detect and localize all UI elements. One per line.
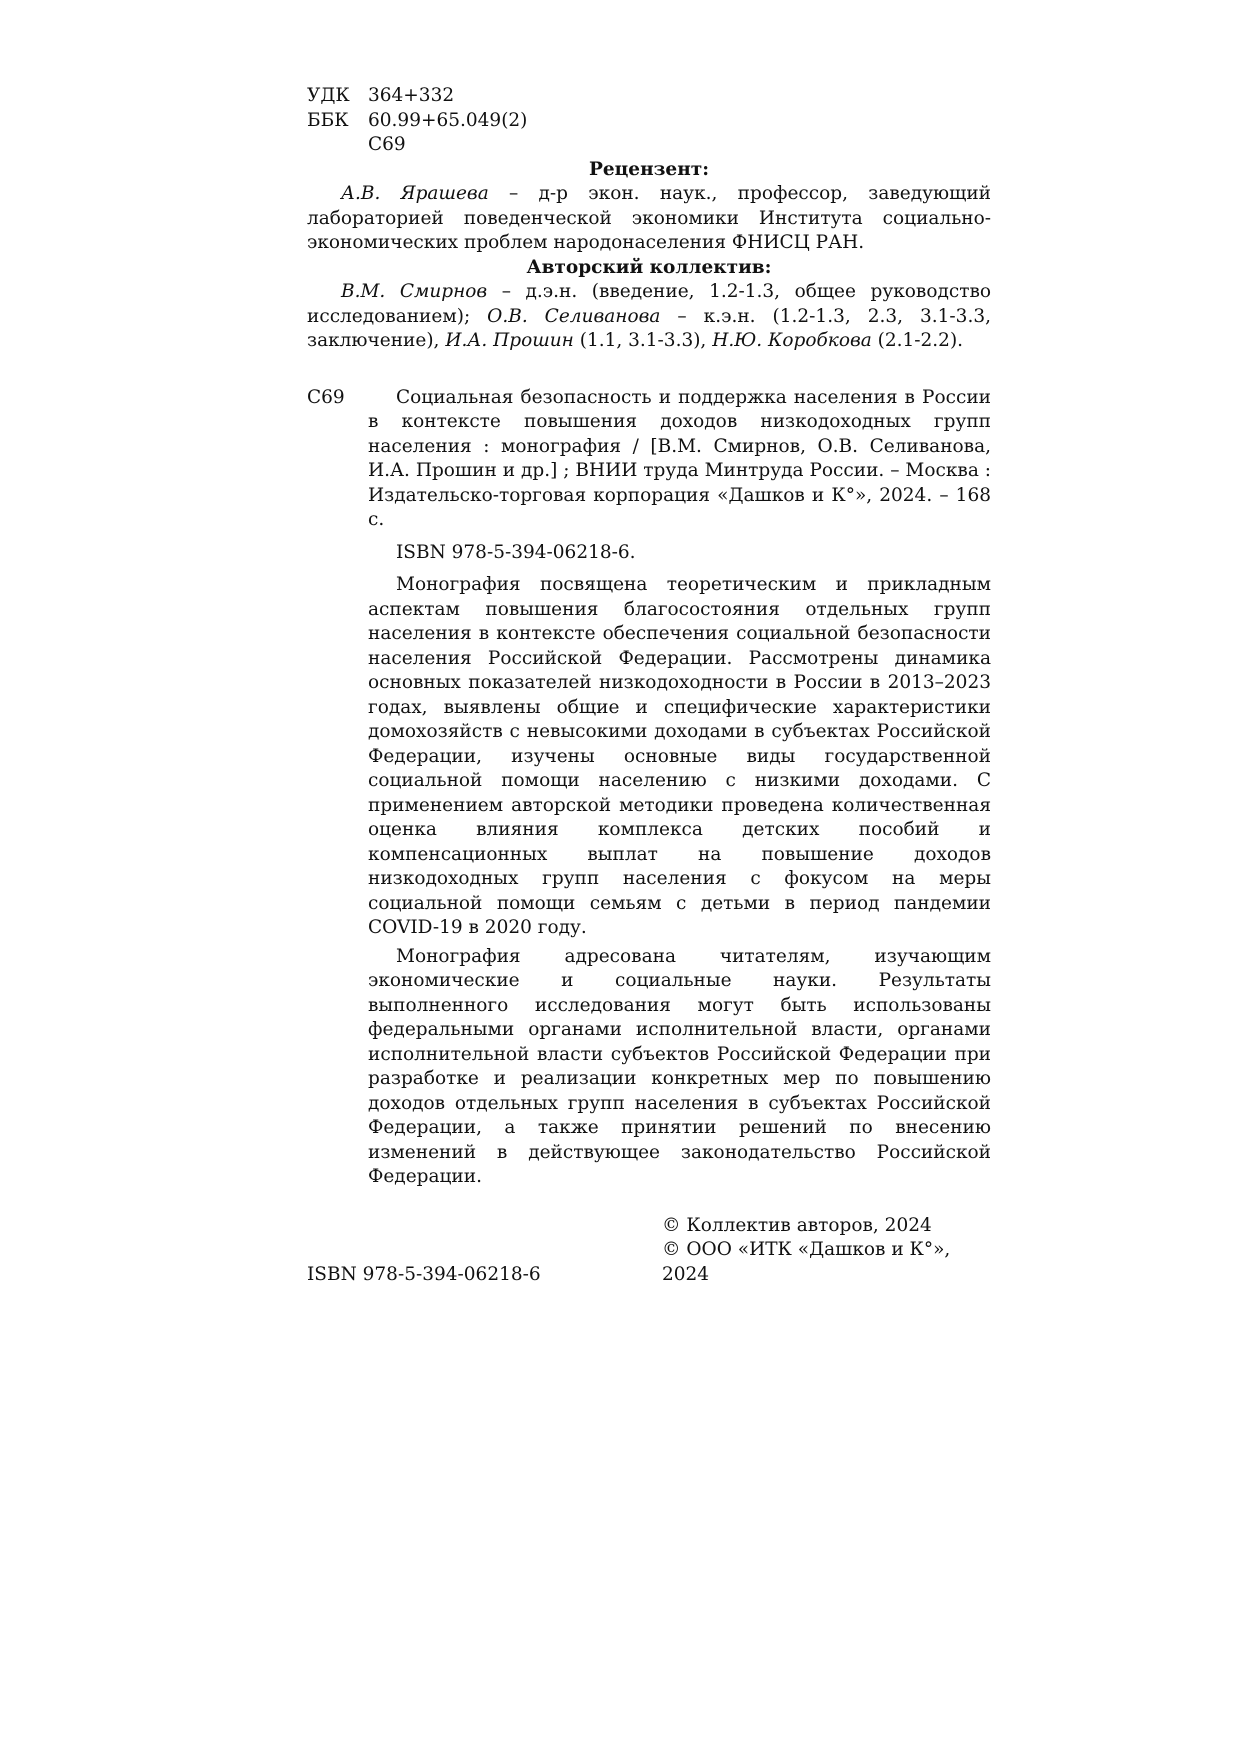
bibliographic-description: Социальная безопасность и поддержка населения в России в контексте повышения доходов низкодоходных групп населения : монография / [В.М. Смирнов, О.В. Селиванова, И.А. Прошин и др.] ; ВНИИ труда Минтруда России. – Москва : Издательско-торговая корпорация «Дашков и К°», 2024. – 168 с. [368,386,991,530]
reviewer-name: А.В. Ярашева [341,183,489,204]
author-3-name: И.А. Прошин [445,330,574,351]
imprint-page [307,84,991,1287]
author-2-details: – к.э.н. (1.2-1.3, 2.3, 3.1-3.3, заключение), [307,305,991,351]
udk-row [307,84,991,109]
authors-text [307,280,991,354]
author-3-details: (1.1, 3.1-3.3), [573,330,713,351]
entry-body [368,386,991,1190]
abstract-paragraph-1: Монография посвящена теоретическим и прикладным аспектам повышения благосостояния отдельных групп населения в контексте обеспечения социальной безопасности населения Российской Федерации. Рассмотрены динамика основных показателей низкодоходности в России в 2013–2023 годах, выявлены общие и специфические характеристики домохозяйств с невысокими доходами в субъектах Российской Федерации, изучены основные виды государственной социальной помощи населению с низкими доходами. С применением авторской методики проведена количественная оценка влияния комплекса детских пособий и компенсационных выплат на повышение доходов низкодоходных групп населения с фокусом на меры социальной помощи семьям с детьми в период пандемии COVID-19 в 2020 году. [368,574,991,938]
cutter-row [307,133,991,158]
author-4-name: Н.Ю. Коробкова [712,330,872,351]
entry-cutter: С69 [307,386,345,408]
cutter-code: С69 [368,134,406,155]
catalog-entry [307,386,991,1190]
abstract-paragraph-2: Монография адресована читателям, изучающим экономические и социальные науки. Результаты выполненного исследования могут быть использованы федеральными органами исполнительной власти, органами исполнительной власти субъектов Российской Федерации при разработке и реализации конкретных мер по повышению доходов отдельных групп населения в субъектах Российской Федерации, а также принятии решений по внесению изменений в действующее законодательство Российской Федерации. [368,945,991,1187]
udk-label: УДК [307,85,350,106]
bbk-row [307,109,991,134]
classification-block [307,84,991,158]
author-4-details: (2.1-2.2). [871,330,964,351]
author-1-details: – д.э.н. (введение, 1.2-1.3, общее руководство исследованием); [307,281,991,327]
author-2-name: О.В. Селиванова [487,305,661,327]
reviewer-text [307,182,991,256]
copyright-authors: © Коллектив авторов, 2024 [662,1214,932,1236]
entry-isbn: ISBN 978-5-394-06218-6. [396,541,636,563]
reviewer-heading: Рецензент: [588,158,710,180]
footer-isbn: ISBN 978-5-394-06218-6 [307,1263,541,1285]
bbk-label: ББК [307,109,349,131]
abstract [368,573,991,1190]
imprint-footer [307,1214,991,1288]
copyright-publisher: © ООО «ИТК «Дашков и К°», 2024 [662,1239,951,1285]
reviewer-details: – д-р экон. наук., профессор, заведующий лабораторией поведенческой экономики Института социально-экономических проблем народонаселения ФНИСЦ РАН. [307,183,991,253]
authors-heading: Авторский коллектив: [526,256,772,278]
author-1-name: В.М. Смирнов [341,281,488,302]
bbk-code: 60.99+65.049(2) [368,109,528,131]
udk-code: 364+332 [368,85,455,106]
